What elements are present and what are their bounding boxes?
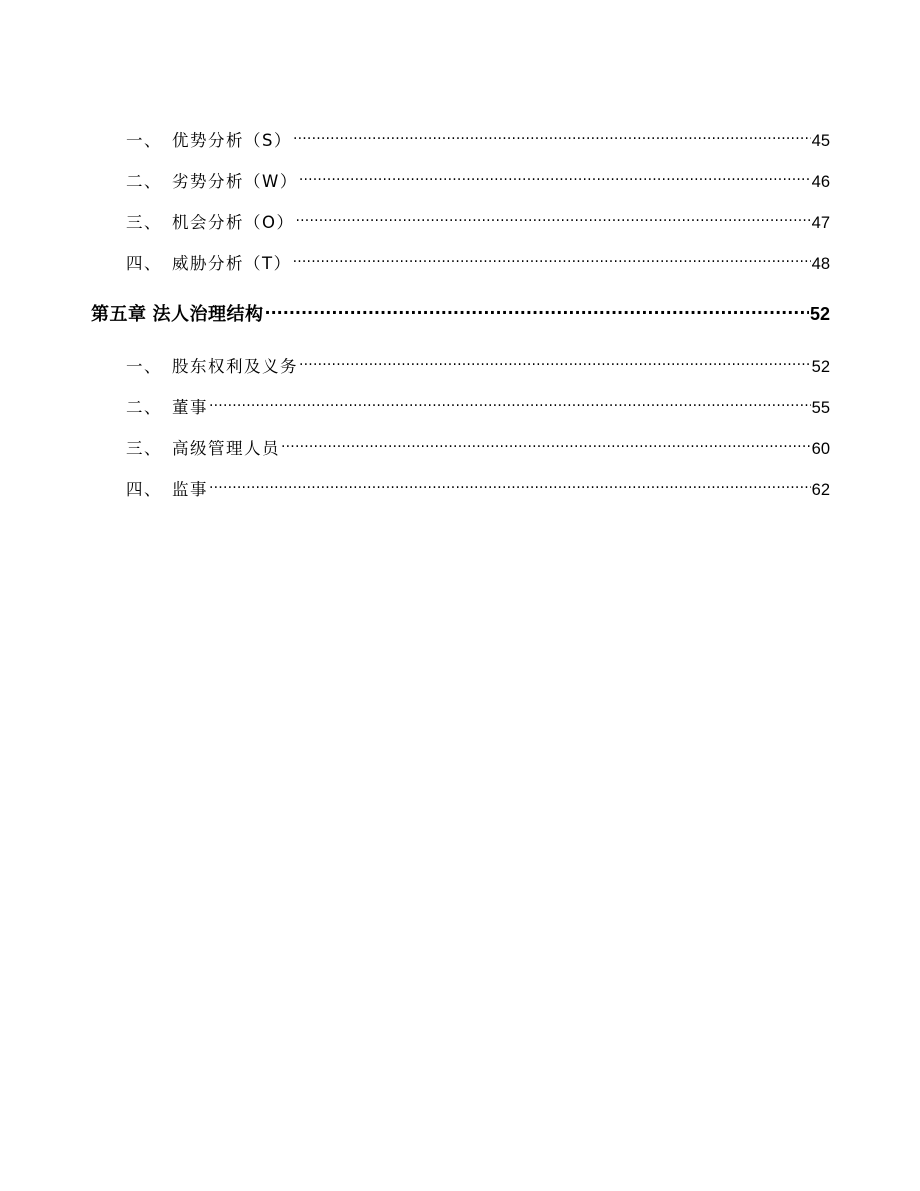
dot-leader xyxy=(281,432,811,454)
toc-entry-threats-analysis[interactable] xyxy=(126,247,830,275)
toc-entry-number: 一、 xyxy=(126,357,162,376)
toc-entry-page: 55 xyxy=(811,399,830,417)
toc-entry-directors[interactable] xyxy=(126,391,830,419)
toc-entry-title: 优势分析（S） xyxy=(172,131,292,150)
toc-entry-page: 48 xyxy=(811,255,830,273)
toc-chapter-title: 法人治理结构 xyxy=(152,304,264,325)
toc-entry-number: 二、 xyxy=(126,398,162,417)
toc-entry-title: 董事 xyxy=(172,398,208,417)
dot-leader xyxy=(265,298,809,320)
dot-leader xyxy=(293,124,811,146)
toc-chapter-number: 第五章 xyxy=(91,304,147,325)
toc-entry-number: 三、 xyxy=(126,213,162,232)
toc-entry-senior-management[interactable] xyxy=(126,432,830,460)
dot-leader xyxy=(293,247,811,269)
toc-entry-page: 45 xyxy=(811,132,830,150)
toc-entry-page: 47 xyxy=(811,214,830,232)
toc-entry-title: 威胁分析（T） xyxy=(172,254,292,273)
toc-entry-supervisors[interactable] xyxy=(126,473,830,501)
toc-entry-weaknesses-analysis[interactable] xyxy=(126,165,830,193)
toc-entry-number: 四、 xyxy=(126,254,162,273)
toc-entry-title: 高级管理人员 xyxy=(172,439,280,458)
toc-chapter-corporate-governance[interactable] xyxy=(91,298,830,326)
dot-leader xyxy=(299,350,811,372)
dot-leader xyxy=(209,473,811,495)
toc-entry-page: 62 xyxy=(811,481,830,499)
toc-entry-title: 劣势分析（W） xyxy=(172,172,298,191)
dot-leader xyxy=(209,391,811,413)
toc-entry-number: 二、 xyxy=(126,172,162,191)
toc-entry-shareholder-rights[interactable] xyxy=(126,350,830,378)
toc-entry-number: 三、 xyxy=(126,439,162,458)
toc-entry-number: 一、 xyxy=(126,131,162,150)
toc-entry-title: 股东权利及义务 xyxy=(172,357,298,376)
toc-entry-number: 四、 xyxy=(126,480,162,499)
toc-entry-title: 机会分析（O） xyxy=(172,213,295,232)
toc-entry-opportunities-analysis[interactable] xyxy=(126,206,830,234)
toc-entry-strengths-analysis[interactable] xyxy=(126,124,830,152)
toc-entry-page: 52 xyxy=(811,358,830,376)
dot-leader xyxy=(296,206,811,228)
toc-chapter-page: 52 xyxy=(809,304,830,324)
toc-entry-title: 监事 xyxy=(172,480,208,499)
toc-entry-page: 60 xyxy=(811,440,830,458)
dot-leader xyxy=(299,165,811,187)
toc-entry-page: 46 xyxy=(811,173,830,191)
